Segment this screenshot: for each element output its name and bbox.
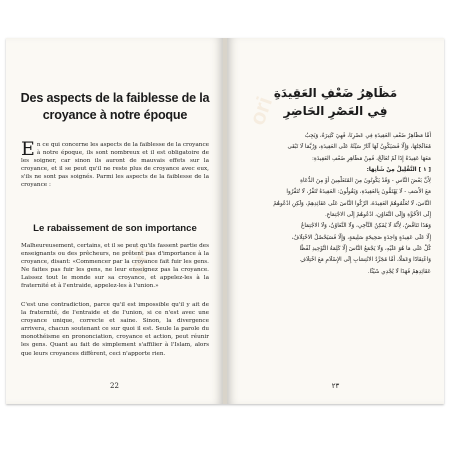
page-title: Des aspects de la faiblesse de la croyance à notre époque [20,91,210,122]
page-number-left: 22 [110,382,119,390]
arabic-line: إِلَى الأُخُوَّةِ وَإِلَى التَّعَاوُنِ، ادْعُوهُمْ إِلَى الاجْتِمَاعِ. [324,212,431,219]
arabic-title [237,84,434,120]
watermark: ori [244,93,278,129]
arabic-line: لِأَنَّ بَعْضَ النَّاسِ - وَقَدْ يَكُونُونَ مِنَ المُتَعَلِّمِينَ أَوْ مِنَ الدُّعَاةِ [300,178,431,185]
arabic-line: النَّاسَ، لَا تُعَلِّمُوهُمُ العَقِيدَةَ، اتْرُكُوا النَّاسَ عَلَى عَقَائِدِهِمْ، وَلَكِنِ ادْعُوهُمْ [273,200,431,207]
arabic-line: مَعَهَا عَقِيدَةٌ إِذَا لَمْ تُعَالَجْ، فَمِنْ مَظَاهِرِ ضَعْفِ العَقِيدَةِ: [312,155,431,162]
arabic-line: عَقَائِدِهِمْ فَهَذَا لَا يُجْدِي شَيْئًا. [367,268,431,275]
section-subtitle: Le rabaissement de son importance [33,223,197,234]
arabic-line: إِلَّا عَلَى عَقِيدَةٍ وَاحِدَةٍ صَحِيحَةٍ سَلِيمَةٍ، وَإِلَّا فَسَيَحْصُلُ الاخْتِلَافُ، [291,234,431,241]
body-paragraph-1: Malheureusement, certains, et il se peut qu'ils fassent partie des enseignants ou des prêcheurs, ne prêtent pas d'importance à la croyance, disant: «Commencer par la croyance fait fuir les gens. Ne faites pas fuir les gens, ne leur enseignez pas la croyance. Laissez tout le monde sur sa croyance, et appelez-les à la fraternité et à l'entraide, appelez-les à l'union.» [21,243,209,290]
watermark: ori [123,243,157,279]
open-book [6,38,444,404]
arabic-subheading: [ ١ ] التَّقْلِيلُ مِنْ شَأْنِهَا: [366,166,431,173]
arabic-title-line-2: فِي العَصْرِ الحَاضِرِ [283,104,388,118]
arabic-line: مَعَ الأَسَفِ - لَا يَهْتَمُّونَ بِالعَقِيدَةِ، وَيَقُولُونَ: العَقِيدَةُ تُنَفِّرُ، لَا تُنَفِّرُوا [286,189,431,196]
drop-cap: E [21,138,35,160]
right-page [227,38,444,404]
intro-paragraph-text: n ce qui concerne les aspects de la faiblesse de la croyance à notre époque, ils sont nombreux et il est obligatoire de les soigner, car sinon ils auront de mauvais effets sur la croyance, et il se peut qu'il ne reste plus de croyance avec eux, s'ils ne sont pas soignés. Parmi les aspects de la faiblesse de la croyance : [21,142,209,189]
arabic-line: كُلٌّ عَلَى مَا هُوَ عَلَيْهِ، وَلَا يَجْمَعُ النَّاسَ إِلَّا كَلِمَةُ التَّوْحِيدِ لَفْظًا [299,245,431,252]
arabic-line: وَهَذَا تَنَاقُضٌ، لِأَنَّهُ لَا يُمْكِنُ التَّآخِي، وَلَا التَّعَاوُنُ، وَلَا الاجْتِمَاعُ [301,223,431,230]
page-number-right: ٢٣ [331,382,340,390]
arabic-body [241,131,431,278]
arabic-line: وَاعْتِقَادًا وَعَمَلًا، أَمَّا مُجَرَّدُ الانْتِسَابِ إِلَى الإِسْلَامِ مَعَ اخْتِلَافِ [300,257,431,264]
intro-paragraph [21,138,209,190]
arabic-title-line-1: مَظَاهِرُ ضَعْفِ العَقِيدَةِ [273,86,398,100]
left-page [6,38,223,404]
arabic-line: أَمَّا مَظَاهِرُ ضَعْفِ العَقِيدَةِ فِي عَصْرِنَا، فَهِيَ كَثِيرَةٌ، وَيَجِبُ [304,133,431,139]
arabic-line: مُعَالَجَتُهَا، وَإِلَّا فَسَيَكُونُ لَهَا آثَارٌ سَيِّئَةٌ عَلَى العَقِيدَةِ، وَرُبَّمَا لَا تَبْقَى [287,144,431,151]
body-paragraph-2: C'est une contradiction, parce qu'il est impossible qu'il y ait de la fraternité, de l'entraide et de l'union, si ce n'est avec une croyance unique, correcte et saine. Sinon, la divergence arrivera, chacun soutenant ce sur quoi il est. Seule la parole du monothéisme en prononciation, croyance et action, peut réunir les gens. Quant au fait de simplement s'affilier à l'Islam, alors que leurs croyances diffèrent, ceci n'apporte rien. [21,302,209,357]
